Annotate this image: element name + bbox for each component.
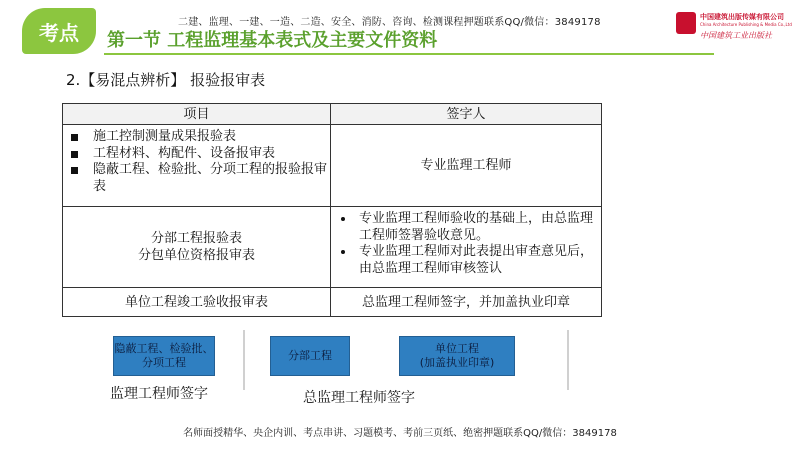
subtitle: 2.【易混点辨析】 报验报审表 (66, 71, 266, 89)
signer-point: 专业监理工程师对此表提出审查意见后，由总监理工程师审核签认 (359, 244, 594, 276)
header-signer: 签字人 (446, 106, 486, 122)
list-item (71, 162, 330, 195)
item-text: 隐蔽工程、检验批、分项工程的报验报审表 (93, 162, 328, 194)
section-title: 第一节 工程监理基本表式及主要文件资料 (107, 30, 438, 51)
box-unit-title: 单位工程 (435, 342, 479, 355)
row1-items (63, 125, 331, 206)
row3-item: 单位工程竣工验收报审表 (63, 288, 331, 316)
dot-bullet-icon (341, 217, 345, 221)
publisher-name-en: China Architecture Publishing & Media Co.,Ltd (700, 22, 792, 27)
publisher-logo-icon (676, 12, 696, 34)
header (0, 0, 800, 58)
signer-point: 专业监理工程师验收的基础上，由总监理工程师签署验收意见。 (359, 211, 594, 243)
row2-signer (331, 207, 601, 287)
list-item (71, 129, 330, 146)
divider-line (243, 330, 245, 390)
publisher-logo (676, 10, 792, 46)
box-unit-note: (加盖执业印章) (419, 356, 495, 369)
row2-items (63, 207, 331, 287)
box-inspection-lots: 隐蔽工程、检验批、分项工程 (113, 336, 215, 376)
table-row (63, 207, 601, 288)
table-row (63, 125, 601, 207)
contact-notice: 二建、监理、一建、一造、二造、安全、消防、咨询、检测课程押题联系QQ/微信：3849178 (178, 17, 601, 28)
publisher-name: 中国建筑出版传媒有限公司 (700, 13, 784, 21)
square-bullet-icon (71, 167, 78, 174)
table-header-row (63, 104, 601, 125)
box-unit-project (399, 336, 515, 376)
square-bullet-icon (71, 151, 78, 158)
list-item (71, 146, 330, 163)
row1-signer: 专业监理工程师 (420, 158, 512, 173)
item-text: 分部工程报验表 (150, 231, 242, 246)
divider-line (567, 330, 569, 390)
footer-notice: 名师面授精华、央企内训、考点串讲、习题模考、考前三页纸、绝密押题联系QQ/微信：3849178 (183, 428, 617, 439)
square-bullet-icon (71, 134, 78, 141)
comparison-table (62, 103, 602, 317)
badge: 考点 (22, 8, 96, 54)
box-sub-project: 分部工程 (270, 336, 350, 376)
list-item (337, 211, 595, 244)
signer-label-chief: 总监理工程师签字 (303, 390, 415, 406)
table-row (63, 288, 601, 316)
header-item: 项目 (63, 104, 331, 124)
publisher-name-cn: 中国建筑工业出版社 (700, 31, 772, 40)
header-divider (104, 53, 714, 55)
item-text: 施工控制测量成果报验表 (93, 129, 237, 144)
dot-bullet-icon (341, 250, 345, 254)
signer-label-engineer: 监理工程师签字 (110, 386, 208, 402)
list-item (337, 244, 595, 277)
item-text: 分包单位资格报审表 (137, 248, 255, 263)
item-text: 工程材料、构配件、设备报审表 (93, 145, 276, 161)
row3-signer: 总监理工程师签字，并加盖执业印章 (361, 294, 570, 310)
